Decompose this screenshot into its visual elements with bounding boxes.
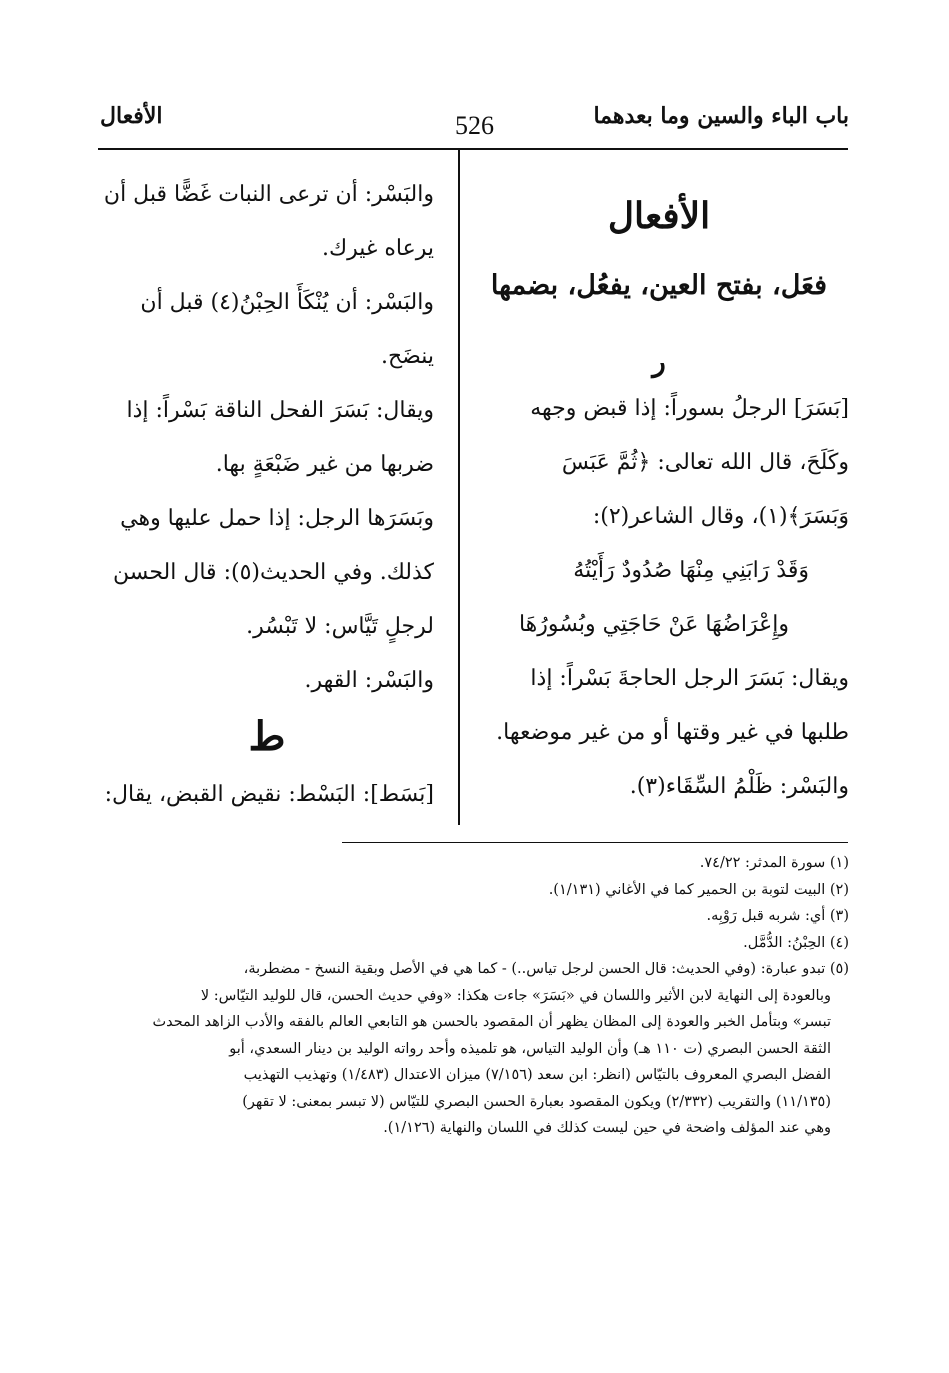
- section-subtitle: فعَل، بفتح العين، يفعُل، بضمها: [490, 270, 828, 301]
- text-line: يرعاه غيرك.: [321, 236, 434, 261]
- text-line: ينضَح.: [380, 344, 434, 369]
- footnotes: [104, 850, 849, 1142]
- text-line: والبَسْر: أن يُنْكَأَ الحِبْنُ(٤) قبل أن: [140, 290, 434, 315]
- running-header-chapter: الأفعال: [100, 103, 163, 129]
- text-line: [بَسَرَ] الرجلُ بسوراً: إذا قبض وجهه: [530, 396, 849, 421]
- chapter-title: الأفعال: [607, 195, 711, 237]
- running-header-section: باب الباء والسين وما بعدهما: [593, 103, 849, 129]
- footnote: (٥) تبدو عبارة: (وفي الحديث: قال الحسن لرجل تياس..) - كما هي في الأصل وبقية النسخ - مضطربة،: [243, 961, 849, 977]
- footnote-continuation: وبالعودة إلى النهاية لابن الأثير واللسان في «بَسَرَ» جاءت هكذا: «وفي حديث الحسن، قال للوليد التيّاس: لا: [200, 987, 831, 1004]
- footnote: (٢) البيت لتوبة بن الحمير كما في الأغاني (١/١٣١).: [548, 881, 849, 898]
- letter-heading-ra: ر: [652, 345, 666, 378]
- footnote-continuation: (١١/١٣٥) والتقريب (٢/٣٣٢) ويكون المقصود بعبارة الحسن البصري للتيّاس (لا تبسر بمعنى: لا تقهر): [242, 1093, 831, 1110]
- text-line: [بَسَط]: البَسْط: نقيض القبض، يقال:: [104, 782, 434, 807]
- right-column-body: [469, 382, 849, 814]
- text-line: ضربها من غير ضَبْعَةٍ بها.: [215, 452, 434, 477]
- header-rule: [98, 148, 848, 150]
- footnote: (٣) أي: شربه قبل رَوْبِه.: [706, 908, 849, 924]
- footnote-continuation: الثقة الحسن البصري (ت ١١٠ هـ) وأن الوليد التياس، هو تلميذه وأحد رواته الوليد بن دينار السعدي، أبو: [229, 1040, 831, 1057]
- text-line: وَبَسَرَ﴾(١)، وقال الشاعر(٢):: [592, 504, 849, 529]
- footnote-continuation: وهي عند المؤلف واضحة في حين ليست كذلك في اللسان والنهاية (١/١٢٦).: [383, 1120, 831, 1136]
- text-line: والبَسْر: أن ترعى النبات غَضًّا قبل أن: [103, 182, 434, 207]
- text-line: لرجلٍ تَيَّاس: لا تَبْسُر.: [246, 614, 434, 639]
- text-line: ويقال: بَسَرَ الرجل الحاجةَ بَسْراً: إذا: [530, 666, 849, 691]
- left-column-body: [100, 168, 434, 708]
- footnote-continuation: تبسر» وبتأمل الخبر والعودة إلى المظان يظهر أن المقصود بالحسن هو التابعي العالم بالفقه والأدب الزاهد المحدث: [152, 1014, 831, 1030]
- page-number: 526: [455, 111, 494, 140]
- footnote-rule: [342, 842, 848, 843]
- footnote: (٤) الحِبْنُ: الدُّمَّل.: [743, 934, 849, 951]
- column-divider: [458, 150, 460, 825]
- text-line: والبَسْر: ظَلْمُ السِّقَاء(٣).: [629, 774, 849, 799]
- footnote-continuation: الفضل البصري المعروف بالتيّاس (انظر: ابن سعد (٧/١٥٦) ميزان الاعتدال (١/٤٨٣) وتهذيب التهذيب: [243, 1067, 831, 1083]
- footnote: (١) سورة المدثر: ٧٤/٢٢.: [699, 855, 849, 871]
- text-line: ويقال: بَسَرَ الفحل الناقة بَسْراً: إذا: [126, 398, 434, 423]
- text-line: والبَسْر: القهر.: [304, 668, 434, 693]
- poem-verse: وَقَدْ رَابَنِي مِنْهَا صُدُودٌ رَأَيْتُهُ: [573, 558, 809, 583]
- text-line: كذلك. وفي الحديث(٥): قال الحسن: [112, 560, 434, 585]
- letter-heading-ta: ط: [248, 713, 286, 760]
- text-line: وكَلَحَ، قال الله تعالى: ﴿ثُمَّ عَبَسَ: [561, 450, 849, 475]
- left-column-tail: [100, 768, 434, 822]
- text-line: وبَسَرَها الرجل: إذا حمل عليها وهي: [120, 506, 434, 531]
- text-line: طلبها في غير وقتها أو من غير موضعها.: [496, 720, 849, 745]
- poem-verse: وإِعْرَاضُهَا عَنْ حَاجَتِي وبُسُورُهَا: [518, 612, 789, 637]
